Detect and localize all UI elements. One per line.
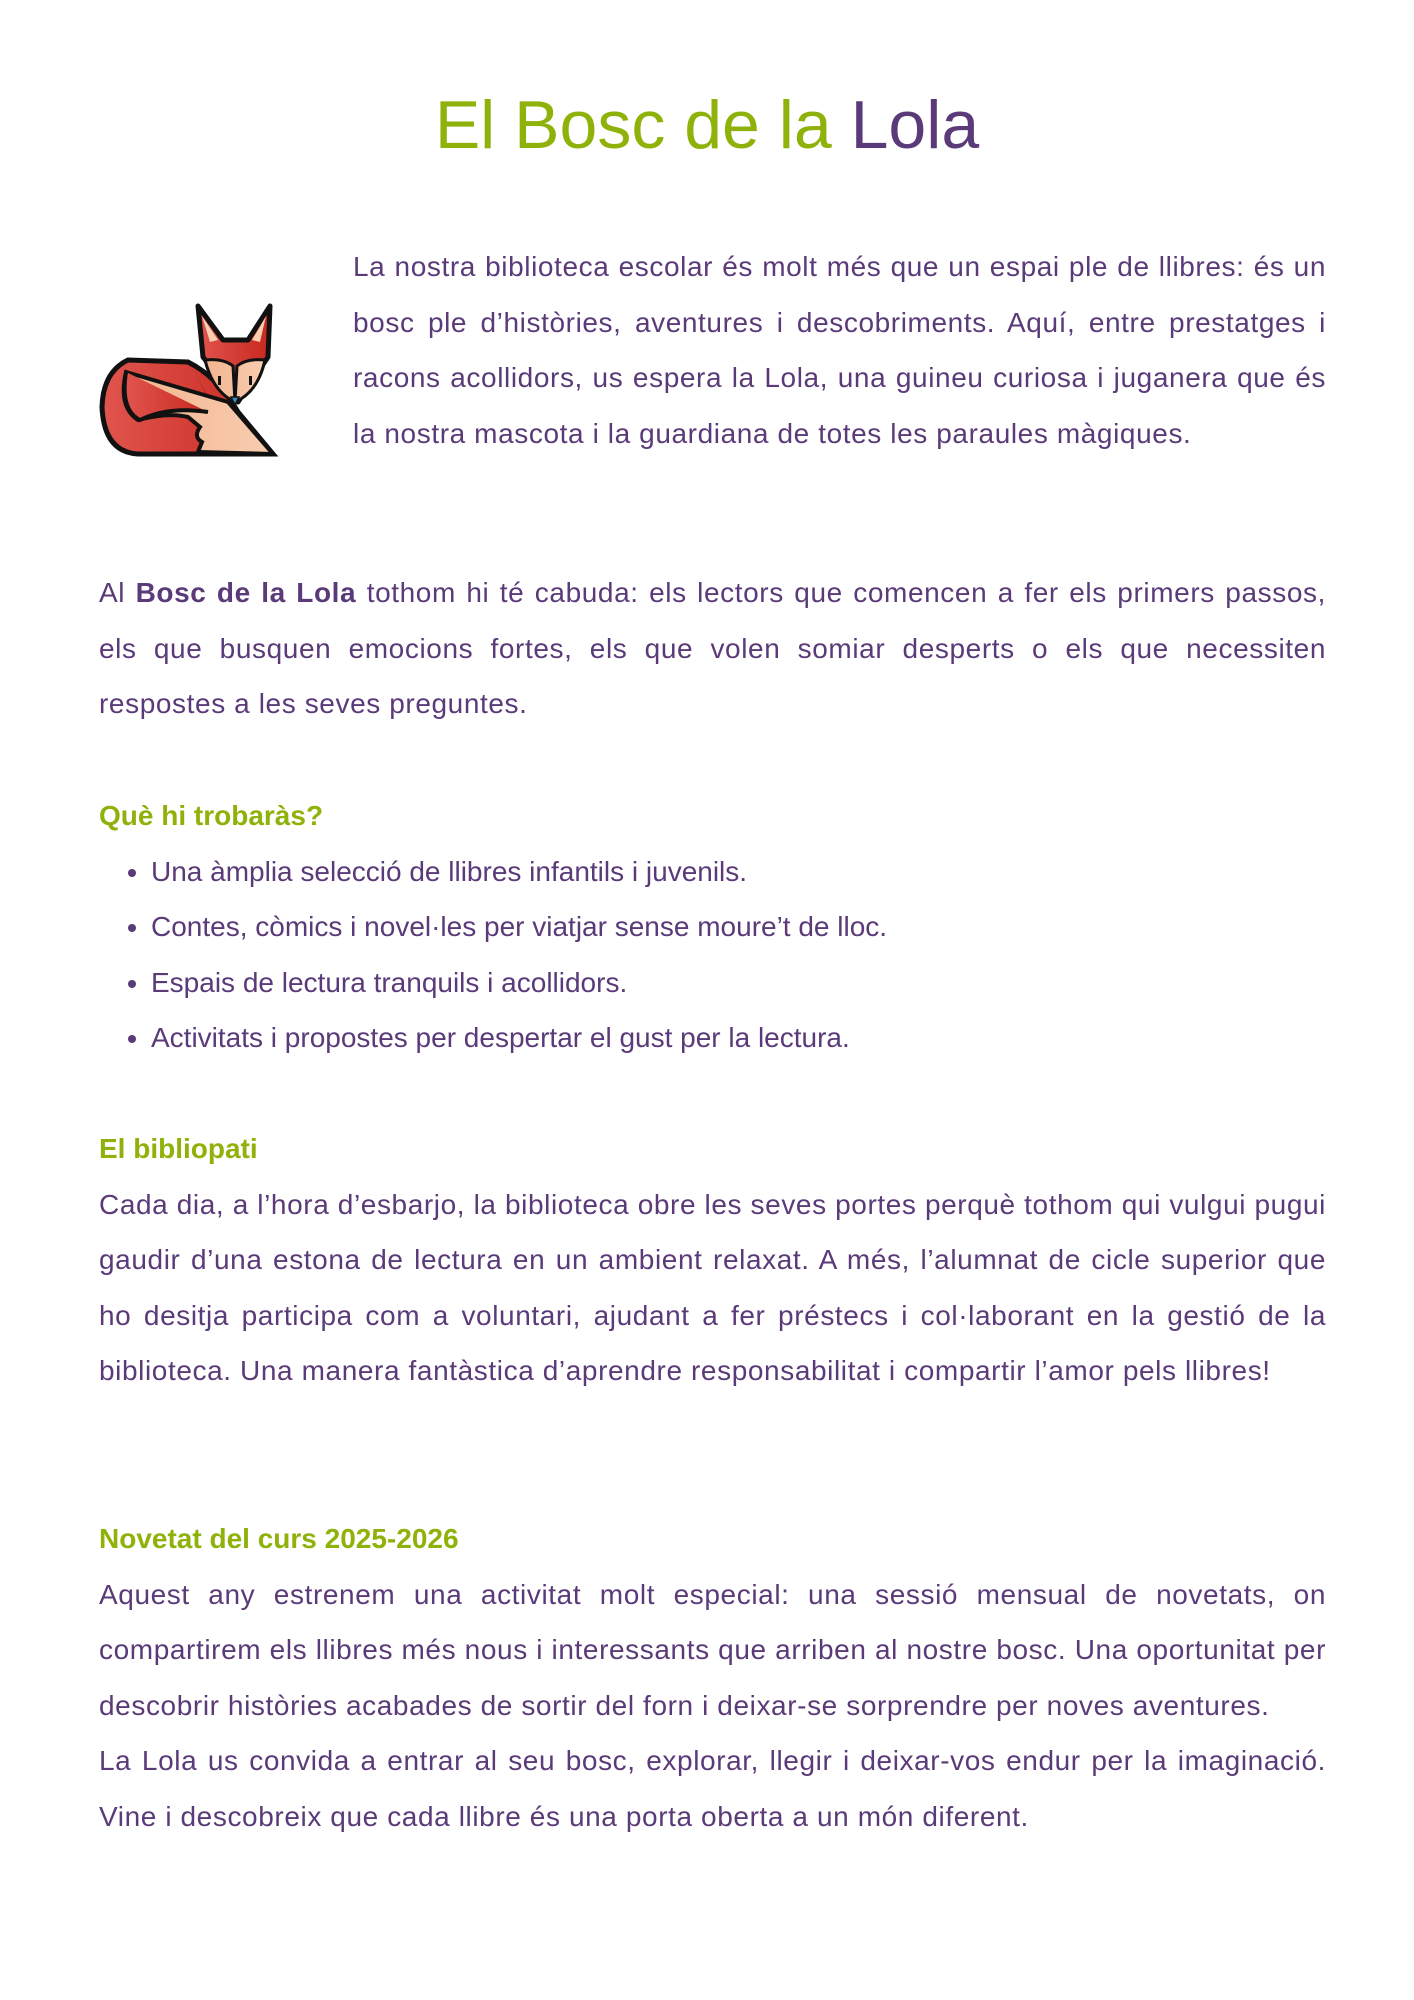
welcome-paragraph [99, 565, 1326, 732]
list-item: • Una àmplia selecció de llibres infantils i juvenils. [151, 844, 1326, 900]
welcome-pre: Al [99, 577, 126, 608]
section-heading: Novetat del curs 2025-2026 [99, 1523, 459, 1554]
welcome-post: tothom hi té cabuda: els lectors que comencen a fer els primers passos, els que busquen emocions fortes, els que volen somiar desperts o els que necessiten respostes a les seves preguntes. [99, 577, 1326, 720]
title-part-green: El Bosc de la [434, 87, 832, 163]
intro-paragraph: La nostra biblioteca escolar és molt més que un espai ple de llibres: és un bosc ple d’històries, aventures i descobriments. Aquí, entre prestatges i racons acollidors, us espera la Lola, una guineu curiosa i juganera que és la nostra mascota i la guardiana de totes les paraules màgiques. [353, 251, 1326, 449]
section-novetat [99, 1511, 1326, 1845]
section-heading: El bibliopati [99, 1133, 258, 1164]
section-bibliopati [99, 1121, 1326, 1399]
list-item: • Contes, còmics i novel·les per viatjar sense moure’t de lloc. [151, 899, 1326, 955]
list-item: • Activitats i propostes per despertar el gust per la lectura. [151, 1010, 1326, 1066]
fox-mascot-icon [98, 302, 308, 462]
section-features [99, 788, 1326, 1066]
closing-text: La Lola us convida a entrar al seu bosc, explorar, llegir i deixar-vos endur per la imaginació. Vine i descobreix que cada llibre és una porta oberta a un món diferent. [99, 1745, 1326, 1832]
page-title [0, 80, 1414, 170]
title-part-purple: Lola [850, 87, 980, 163]
section-text: Cada dia, a l’hora d’esbarjo, la biblioteca obre les seves portes perquè tothom qui vulgui pugui gaudir d’una estona de lectura en un ambient relaxat. A més, l’alumnat de cicle superior que ho desitja participa com a voluntari, ajudant a fer préstecs i col·laborant en la gestió de la biblioteca. Una manera fantàstica d’aprendre responsabilitat i compartir l’amor pels llibres! [99, 1188, 1326, 1387]
welcome-bold: Bosc de la Lola [135, 577, 357, 608]
feature-list [99, 844, 1326, 1066]
list-item: • Espais de lectura tranquils i acollidors. [151, 955, 1326, 1011]
section-heading: Què hi trobaràs? [99, 800, 324, 831]
section-text: Aquest any estrenem una activitat molt especial: una sessió mensual de novetats, on compartirem els llibres més nous i interessants que arriben al nostre bosc. Una oportunitat per descobrir històries acabades de sortir del forn i deixar-se sorprendre per noves aventures. [99, 1578, 1326, 1721]
